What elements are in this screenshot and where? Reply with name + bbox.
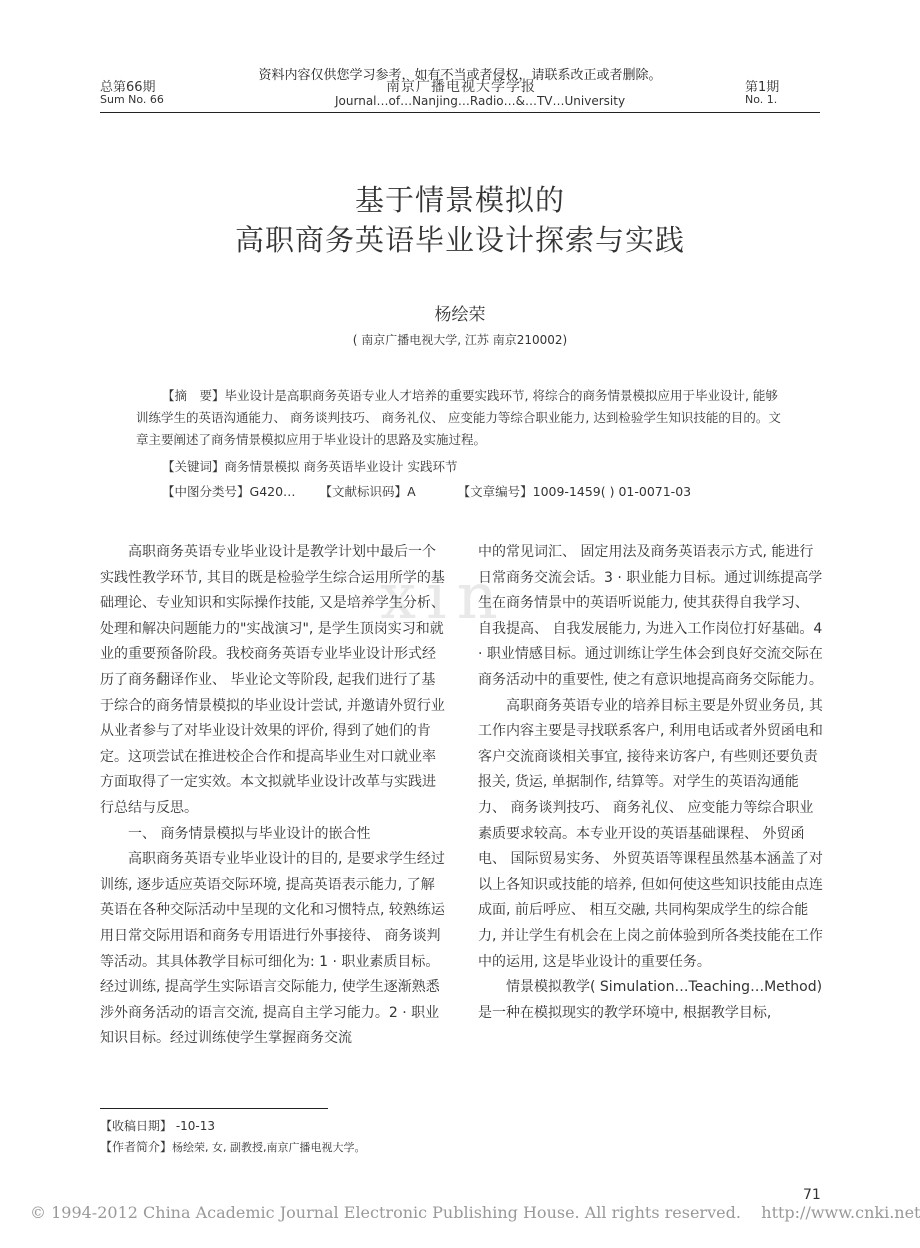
received-label: 【收稿日期】 — [100, 1119, 173, 1133]
journal-name-cn: 南京广播电视大学学报 — [386, 79, 536, 95]
body-left-column — [100, 540, 445, 1052]
section-heading-1: 一、 商务情景模拟与毕业设计的嵌合性 — [128, 825, 371, 842]
abstract — [136, 385, 790, 451]
header-rule — [100, 112, 820, 113]
body-right-column — [478, 540, 823, 1026]
class-value: G420… — [249, 484, 296, 499]
abstract-label: 【摘 要】 — [162, 388, 225, 403]
footnote-bio — [100, 1138, 366, 1155]
class-label: 【中图分类号】 — [162, 484, 250, 499]
keywords-label: 【关键词】 — [162, 459, 225, 474]
issue-total-cn: 总第66期 — [100, 80, 156, 95]
doc-code-value: A — [407, 484, 416, 499]
issue-total-en: Sum No. 66 — [100, 93, 164, 106]
classification — [162, 481, 782, 503]
journal-name-en: Journal…of…Nanjing…Radio…&…TV…University — [335, 94, 626, 108]
article-no-value: 1009-1459( ) 01-0071-03 — [532, 484, 692, 499]
author-affiliation: ( 南京广播电视大学, 江苏 南京210002) — [352, 333, 568, 347]
doc-code-label: 【文献标识码】 — [319, 484, 408, 499]
page-number: 71 — [803, 1187, 821, 1203]
notice-banner: 资料内容仅供您学习参考，如有不当或者侵权，请联系改正或者删除。 — [258, 68, 662, 83]
keywords — [162, 456, 782, 478]
bio-label: 【作者简介】 — [100, 1140, 173, 1154]
keywords-text: 商务情景模拟 商务英语毕业设计 实践环节 — [224, 459, 458, 474]
left-paragraph-2: 高职商务英语专业毕业设计的目的, 是要求学生经过训练, 逐步适应英语交际环境, 提高英语表示能力, 了解英语在各种交际活动中呈现的文化和习惯特点, 较熟练运用日常交际用语和商务专用语进行外事接待、 商务谈判等活动。其具体教学目标可细化为: 1 · 职业素质目标。经过训练, 提高学生实际语言交际能力, 使学生逐渐熟悉涉外商务活动的语言交流, 提高自主学习能力。2 · 职业知识目标。经过训练使学生掌握商务交流 — [100, 851, 445, 1047]
right-paragraph-2: 高职商务英语专业的培养目标主要是外贸业务员, 其工作内容主要是寻找联系客户, 利用电话或者外贸函电和客户交流商谈相关事宜, 接待来访客户, 有些则还要负责报关, 货运, 单据制作, 结算等。对学生的英语沟通能力、 商务谈判技巧、 商务礼仪、 应变能力等综合职业素质要求较高。本专业开设的英语基础课程、 外贸函电、 国际贸易实务、 外贸英语等课程虽然基本涵盖了对以上各知识或技能的培养, 但如何使这些知识技能由点连成面, 前后呼应、 相互交融, 共同构架成学生的综合能力, 并让学生有机会在上岗之前体验到所各类技能在工作中的运用, 这是毕业设计的重要任务。 — [478, 697, 823, 970]
footnote-received — [100, 1117, 215, 1134]
right-paragraph-3: 情景模拟教学( Simulation…Teaching…Method) 是一种在模拟现实的教学环境中, 根据教学目标, — [478, 979, 823, 1021]
issue-cn: 第1期 — [745, 80, 780, 95]
article-no-label: 【文章编号】 — [457, 484, 533, 499]
author-name: 杨绘荣 — [434, 305, 486, 325]
abstract-text: 毕业设计是高职商务英语专业人才培养的重要实践环节, 将综合的商务情景模拟应用于毕业设计, 能够训练学生的英语沟通能力、 商务谈判技巧、 商务礼仪、 应变能力等综合职业能力, 达到检验学生知识技能的目的。文章主要阐述了商务情景模拟应用于毕业设计的思路及实施过程。 — [136, 388, 781, 447]
left-paragraph-1: 高职商务英语专业毕业设计是教学计划中最后一个实践性教学环节, 其目的既是检验学生综合运用所学的基础理论、专业知识和实际操作技能, 又是培养学生分析、 处理和解决问题能力的"实战演习", 是学生顶岗实习和就业的重要预备阶段。我校商务英语专业毕业设计形式经历了商务翻译作业、 毕业论文等阶段, 起我们进行了基于综合的商务情景模拟的毕业设计尝试, 并邀请外贸行业从业者参与了对毕业设计效果的评价, 得到了她们的肯定。这项尝试在推进校企合作和提高毕业生对口就业率方面取得了一定实效。本文拟就毕业设计改革与实践进行总结与反思。 — [100, 544, 445, 816]
right-paragraph-1: 中的常见词汇、 固定用法及商务英语表示方式, 能进行日常商务交流会话。3 · 职业能力目标。通过训练提高学生在商务情景中的英语听说能力, 使其获得自我学习、 自我提高、 自我发展能力, 为进入工作岗位打好基础。4 · 职业情感目标。通过训练让学生体会到良好交流交际在商务活动中的重要性, 使之有意识地提高商务交际能力。 — [478, 544, 823, 688]
bio-value: 杨绘荣, 女, 副教授,南京广播电视大学。 — [172, 1141, 366, 1154]
footnote-rule — [100, 1108, 328, 1109]
received-value: -10-13 — [172, 1119, 216, 1133]
copyright-footer: © 1994-2012 China Academic Journal Electronic Publishing House. All rights reserved. http://www.cnki.net — [30, 1203, 920, 1222]
issue-en: No. 1. — [745, 93, 778, 106]
title-line-1: 基于情景模拟的 — [354, 183, 565, 217]
watermark: xin — [380, 560, 508, 634]
title-line-2: 高职商务英语毕业设计探索与实践 — [234, 223, 685, 257]
